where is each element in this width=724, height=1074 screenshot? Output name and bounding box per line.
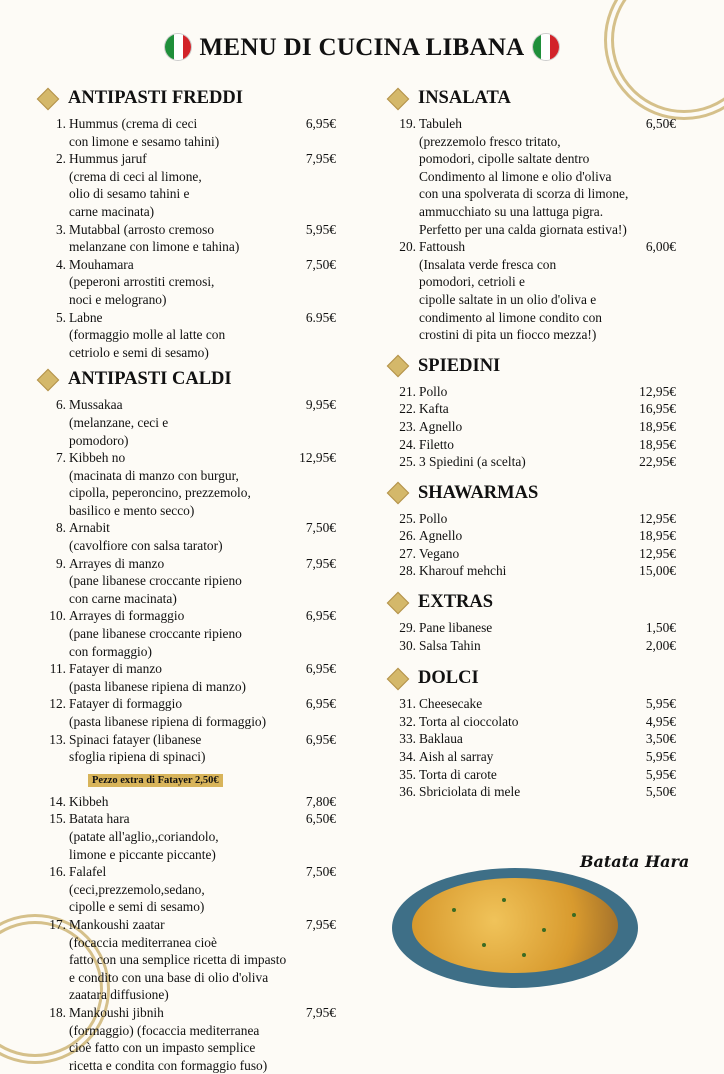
item-number: 21. — [386, 383, 419, 401]
item-name: Mouhamara — [69, 256, 336, 274]
item-number: 26. — [386, 527, 419, 545]
item-price: 5,95€ — [306, 221, 336, 239]
item-number: 14. — [36, 793, 69, 811]
menu-item — [36, 115, 336, 150]
item-body — [419, 562, 676, 580]
item-body — [419, 619, 676, 637]
item-body — [419, 436, 676, 454]
menu-item — [386, 695, 676, 713]
item-body — [419, 748, 676, 766]
item-price: 7,95€ — [306, 1004, 336, 1022]
item-description: (melanzane, ceci e pomodoro) — [69, 414, 336, 449]
item-body — [419, 637, 676, 655]
item-number: 25. — [386, 453, 419, 471]
item-number: 5. — [36, 309, 69, 362]
item-name: Arrayes di formaggio — [69, 607, 336, 625]
item-price: 6,95€ — [306, 607, 336, 625]
item-number: 23. — [386, 418, 419, 436]
italy-flag-icon — [533, 34, 559, 60]
menu-item — [386, 115, 676, 238]
item-price: 7,50€ — [306, 256, 336, 274]
item-number: 24. — [386, 436, 419, 454]
item-price: 12,95€ — [299, 449, 336, 467]
item-body — [69, 695, 336, 730]
item-price: 4,95€ — [646, 713, 676, 731]
item-description: (Insalata verde fresca con pomodori, cetrioli e cipolle saltate in un olio d'oliva e condimento al limone condito con crostini di pita un fiocco mezza!) — [419, 256, 676, 344]
item-price: 7,80€ — [306, 793, 336, 811]
menu-item — [386, 527, 676, 545]
item-price: 3,50€ — [646, 730, 676, 748]
menu-list — [36, 396, 336, 765]
item-body — [69, 660, 336, 695]
item-body — [69, 115, 336, 150]
section-title: EXTRAS — [418, 592, 493, 613]
item-price: 12,95€ — [639, 510, 676, 528]
item-body — [69, 916, 336, 1004]
item-price: 16,95€ — [639, 400, 676, 418]
item-body — [69, 309, 336, 362]
item-name: Pane libanese — [419, 619, 676, 637]
item-body — [419, 115, 676, 238]
item-name: Baklaua — [419, 730, 676, 748]
diamond-ornament-icon — [387, 355, 410, 378]
item-name: Labne — [69, 309, 336, 327]
item-description: (focaccia mediterranea cioè fatto con una semplice ricetta di impasto e condito con una base di olio d'oliva zaatara diffusione) — [69, 934, 336, 1004]
menu-item — [36, 555, 336, 608]
item-name: Mutabbal (arrosto cremoso — [69, 221, 336, 239]
extra-fatayer-badge: Pezzo extra di Fatayer 2,50€ — [88, 774, 223, 787]
item-body — [69, 793, 336, 811]
item-name: Vegano — [419, 545, 676, 563]
item-number: 32. — [386, 713, 419, 731]
menu-item — [36, 731, 336, 766]
item-name: Aish al sarray — [419, 748, 676, 766]
item-number: 35. — [386, 766, 419, 784]
item-name: Fatayer di formaggio — [69, 695, 336, 713]
item-price: 6,00€ — [646, 238, 676, 256]
item-body — [419, 545, 676, 563]
item-body — [69, 555, 336, 608]
item-description: (formaggio) (focaccia mediterranea cioè fatto con un impasto semplice ricetta e condita con formaggio fuso) — [69, 1022, 336, 1074]
menu-item — [386, 783, 676, 801]
item-description: melanzane con limone e tahina) — [69, 238, 336, 256]
menu-item — [386, 453, 676, 471]
item-number: 25. — [386, 510, 419, 528]
item-description: (formaggio molle al latte con cetriolo e semi di sesamo) — [69, 326, 336, 361]
item-price: 18,95€ — [639, 418, 676, 436]
section-title: INSALATA — [418, 88, 511, 109]
item-name: Hummus jaruf — [69, 150, 336, 168]
item-name: Mankoushi zaatar — [69, 916, 336, 934]
menu-item — [386, 766, 676, 784]
item-number: 19. — [386, 115, 419, 238]
menu-item — [386, 436, 676, 454]
menu-item — [386, 562, 676, 580]
item-name: Fattoush — [419, 238, 676, 256]
item-number: 17. — [36, 916, 69, 1004]
item-number: 22. — [386, 400, 419, 418]
item-body — [419, 510, 676, 528]
menu-item — [386, 238, 676, 344]
menu-item — [386, 545, 676, 563]
item-price: 18,95€ — [639, 527, 676, 545]
item-description: (cavolfiore con salsa tarator) — [69, 537, 336, 555]
item-name: Kibbeh — [69, 793, 336, 811]
item-description: (pasta libanese ripiena di formaggio) — [69, 713, 336, 731]
menu-item — [36, 660, 336, 695]
item-number: 11. — [36, 660, 69, 695]
menu-item — [386, 418, 676, 436]
item-name: Spinaci fatayer (libanese — [69, 731, 336, 749]
menu-item — [386, 619, 676, 637]
section-title: ANTIPASTI CALDI — [68, 369, 232, 390]
item-body — [69, 810, 336, 863]
item-number: 16. — [36, 863, 69, 916]
item-name: Mussakaa — [69, 396, 336, 414]
menu-item — [36, 256, 336, 309]
item-description: (pasta libanese ripiena di manzo) — [69, 678, 336, 696]
menu-item — [36, 221, 336, 256]
item-description: (prezzemolo fresco tritato, pomodori, cipolle saltate dentro Condimento al limone e olio d'oliva con una spolverata di scorza di limone, ammucchiato su una lattuga pigra. Perfetto per una calda giornata estiva!) — [419, 133, 676, 239]
item-description: (peperoni arrostiti cremosi, noci e melograno) — [69, 273, 336, 308]
item-body — [69, 396, 336, 449]
item-number: 4. — [36, 256, 69, 309]
item-price: 6,50€ — [646, 115, 676, 133]
item-price: 2,00€ — [646, 637, 676, 655]
menu-item — [36, 810, 336, 863]
item-name: Torta al cioccolato — [419, 713, 676, 731]
item-number: 20. — [386, 238, 419, 344]
item-number: 9. — [36, 555, 69, 608]
item-name: Pollo — [419, 383, 676, 401]
item-price: 6,50€ — [306, 810, 336, 828]
diamond-ornament-icon — [387, 87, 410, 110]
item-price: 15,00€ — [639, 562, 676, 580]
item-name: Filetto — [419, 436, 676, 454]
item-description: (macinata di manzo con burgur, cipolla, peperoncino, prezzemolo, basilico e mento secco) — [69, 467, 336, 520]
diamond-ornament-icon — [387, 667, 410, 690]
section-antipasti-freddi — [36, 88, 336, 109]
item-number: 7. — [36, 449, 69, 519]
item-name: Agnello — [419, 527, 676, 545]
item-price: 5,95€ — [646, 766, 676, 784]
item-price: 6.95€ — [306, 309, 336, 327]
italy-flag-icon — [165, 34, 191, 60]
item-body — [69, 449, 336, 519]
item-name: Mankoushi jibnih — [69, 1004, 336, 1022]
item-body — [419, 418, 676, 436]
item-body — [419, 766, 676, 784]
item-price: 1,50€ — [646, 619, 676, 637]
item-price: 6,95€ — [306, 731, 336, 749]
menu-item — [386, 383, 676, 401]
section-extras — [386, 592, 676, 613]
item-number: 6. — [36, 396, 69, 449]
menu-item — [36, 309, 336, 362]
item-body — [69, 1004, 336, 1074]
item-body — [69, 256, 336, 309]
menu-item — [386, 400, 676, 418]
section-insalata — [386, 88, 676, 109]
item-price: 6,95€ — [306, 115, 336, 133]
menu-list — [36, 115, 336, 361]
section-title: SHAWARMAS — [418, 483, 538, 504]
item-body — [419, 453, 676, 471]
item-body — [69, 150, 336, 220]
menu-item — [386, 713, 676, 731]
menu-item — [386, 637, 676, 655]
menu-item — [36, 396, 336, 449]
menu-item — [36, 150, 336, 220]
menu-item — [36, 863, 336, 916]
item-name: Batata hara — [69, 810, 336, 828]
item-number: 30. — [386, 637, 419, 655]
section-antipasti-caldi — [36, 369, 336, 390]
item-price: 7,95€ — [306, 555, 336, 573]
item-price: 5,95€ — [646, 695, 676, 713]
item-price: 12,95€ — [639, 545, 676, 563]
item-price: 12,95€ — [639, 383, 676, 401]
menu-item — [36, 519, 336, 554]
item-number: 29. — [386, 619, 419, 637]
item-price: 18,95€ — [639, 436, 676, 454]
item-name: Sbriciolata di mele — [419, 783, 676, 801]
item-price: 7,50€ — [306, 863, 336, 881]
item-name: Hummus (crema di ceci — [69, 115, 336, 133]
section-title: ANTIPASTI FREDDI — [68, 88, 243, 109]
batata-hara-photo — [392, 868, 638, 988]
item-body — [419, 527, 676, 545]
item-body — [69, 607, 336, 660]
item-number: 3. — [36, 221, 69, 256]
item-description: con limone e sesamo tahini) — [69, 133, 336, 151]
item-body — [69, 863, 336, 916]
item-body — [69, 731, 336, 766]
section-shawarmas — [386, 483, 676, 504]
item-number: 27. — [386, 545, 419, 563]
item-price: 6,95€ — [306, 695, 336, 713]
item-name: Salsa Tahin — [419, 637, 676, 655]
item-price: 9,95€ — [306, 396, 336, 414]
potatoes-dish — [412, 878, 618, 973]
item-body — [419, 730, 676, 748]
item-body — [419, 695, 676, 713]
menu-list — [386, 115, 676, 344]
item-name: Falafel — [69, 863, 336, 881]
item-number: 1. — [36, 115, 69, 150]
section-title: DOLCI — [418, 668, 479, 689]
item-number: 28. — [386, 562, 419, 580]
item-price: 5,50€ — [646, 783, 676, 801]
diamond-ornament-icon — [37, 368, 60, 391]
item-name: Kharouf mehchi — [419, 562, 676, 580]
menu-item — [36, 916, 336, 1004]
item-body — [419, 383, 676, 401]
item-number: 31. — [386, 695, 419, 713]
item-body — [69, 519, 336, 554]
menu-item — [386, 748, 676, 766]
item-number: 12. — [36, 695, 69, 730]
menu-list — [386, 383, 676, 471]
section-dolci — [386, 668, 676, 689]
item-name: Torta di carote — [419, 766, 676, 784]
item-number: 18. — [36, 1004, 69, 1074]
item-name: Arnabit — [69, 519, 336, 537]
item-name: Arrayes di manzo — [69, 555, 336, 573]
menu-title-text: MENU DI CUCINA LIBANA — [199, 34, 524, 61]
section-title: SPIEDINI — [418, 356, 500, 377]
item-description: (patate all'aglio,,coriandolo, limone e piccante piccante) — [69, 828, 336, 863]
item-price: 7,95€ — [306, 150, 336, 168]
menu-item — [36, 695, 336, 730]
item-price: 6,95€ — [306, 660, 336, 678]
item-number: 8. — [36, 519, 69, 554]
left-column — [36, 88, 336, 1074]
item-number: 10. — [36, 607, 69, 660]
item-description: (ceci,prezzemolo,sedano, cipolle e semi di sesamo) — [69, 881, 336, 916]
menu-title — [0, 34, 724, 62]
item-number: 13. — [36, 731, 69, 766]
menu-list — [386, 695, 676, 801]
item-name: Pollo — [419, 510, 676, 528]
item-price: 7,95€ — [306, 916, 336, 934]
item-name: Fatayer di manzo — [69, 660, 336, 678]
right-column — [386, 88, 676, 801]
menu-list — [386, 619, 676, 654]
item-body — [69, 221, 336, 256]
menu-item — [36, 1004, 336, 1074]
item-price: 22,95€ — [639, 453, 676, 471]
item-body — [419, 713, 676, 731]
item-number: 33. — [386, 730, 419, 748]
item-body — [419, 783, 676, 801]
item-number: 34. — [386, 748, 419, 766]
item-price: 5,95€ — [646, 748, 676, 766]
item-description: (crema di ceci al limone, olio di sesamo tahini e carne macinata) — [69, 168, 336, 221]
menu-list — [36, 793, 336, 1074]
item-name: Tabuleh — [419, 115, 676, 133]
menu-item — [36, 793, 336, 811]
item-number: 36. — [386, 783, 419, 801]
section-spiedini — [386, 356, 676, 377]
item-name: Kibbeh no — [69, 449, 336, 467]
menu-item — [36, 449, 336, 519]
diamond-ornament-icon — [37, 87, 60, 110]
item-name: Kafta — [419, 400, 676, 418]
item-name: 3 Spiedini (a scelta) — [419, 453, 676, 471]
item-body — [419, 400, 676, 418]
item-name: Agnello — [419, 418, 676, 436]
item-description: (pane libanese croccante ripieno con formaggio) — [69, 625, 336, 660]
item-number: 2. — [36, 150, 69, 220]
menu-item — [386, 730, 676, 748]
item-description: sfoglia ripiena di spinaci) — [69, 748, 336, 766]
photo-label: Batata Hara — [580, 852, 689, 871]
diamond-ornament-icon — [387, 591, 410, 614]
item-description: (pane libanese croccante ripieno con carne macinata) — [69, 572, 336, 607]
menu-list — [386, 510, 676, 580]
item-body — [419, 238, 676, 344]
menu-item — [36, 607, 336, 660]
menu-item — [386, 510, 676, 528]
diamond-ornament-icon — [387, 482, 410, 505]
item-name: Cheesecake — [419, 695, 676, 713]
item-number: 15. — [36, 810, 69, 863]
item-price: 7,50€ — [306, 519, 336, 537]
